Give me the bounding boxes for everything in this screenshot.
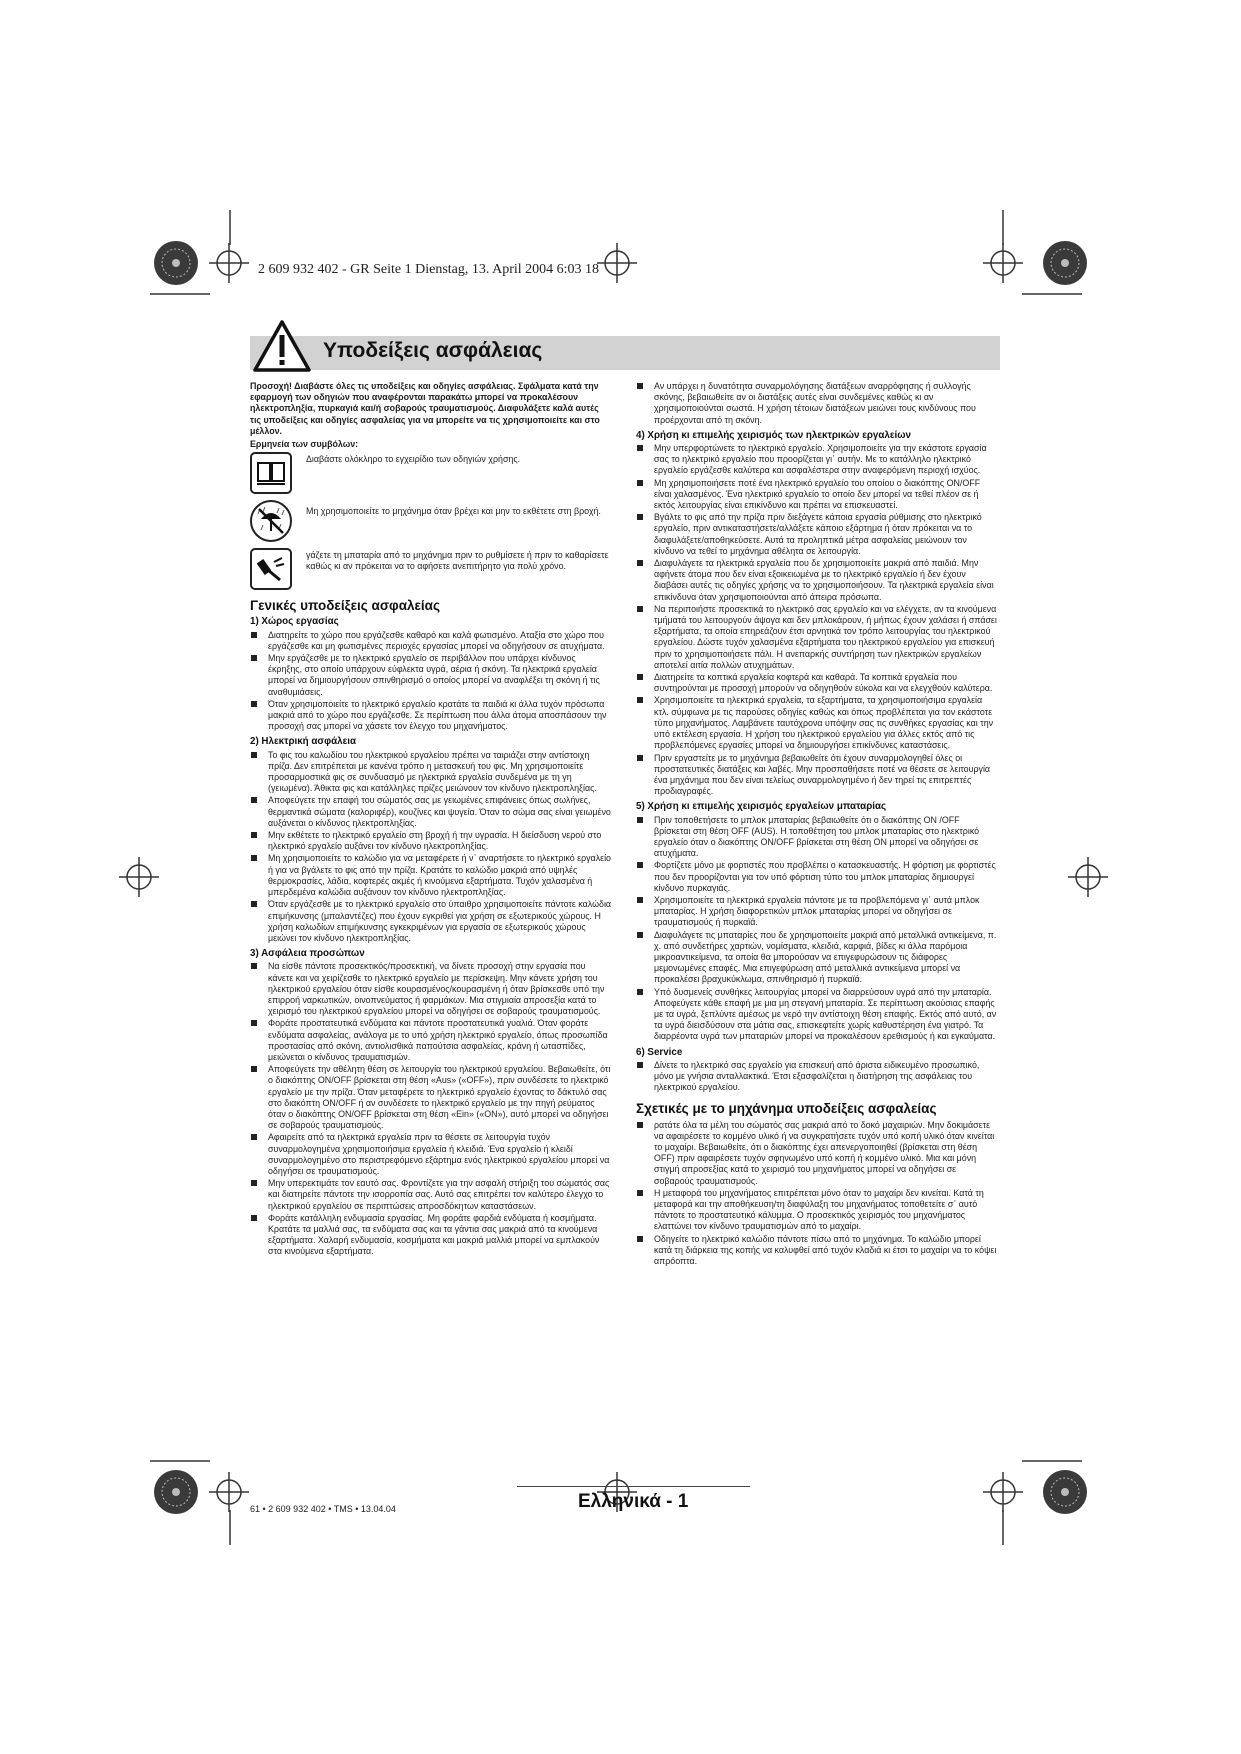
registration-mark-icon xyxy=(597,243,637,283)
electrical-safety-heading: 2) Ηλεκτρική ασφάλεια xyxy=(250,736,356,748)
tool-use-list xyxy=(636,443,998,797)
personal-safety-heading: 3) Ασφάλεια προσώπων xyxy=(250,948,365,960)
general-safety-heading: Γενικές υποδείξεις ασφαλείας xyxy=(250,598,440,614)
list-item: Αν υπάρχει η δυνατότητα συναρμολόγησης διατάξεων αναρρόφησης ή συλλογής σκόνης, βεβαιωθείτε αν οι διατάξεις αυτές είναι συνδεμένες καθώς κι αν χρησιμοποιούνται σωστά. Η χρήση τέτοιων διατάξεων μειώνει τους κινδύνους που προέρχονται από τη σκόνη. xyxy=(636,381,998,426)
list-item: Μη χρησιμοποιήσετε ποτέ ένα ηλεκτρικό εργαλείο του οποίου ο διακόπτης ON/OFF είναι χαλασμένος. Ένα ηλεκτρικό εργαλείο το οποίο δεν μπορεί να τεθεί πλέον σε ή εκτός λειτουργίας είναι επικίνδυνο και πρέπει να επισκευαστεί. xyxy=(636,478,998,512)
list-item: Χρησιμοποιείτε τα ηλεκτρικά εργαλεία, τα εξαρτήματα, τα χρησιμοποιήσιμα εργαλεία κτλ. σύμφωνα με τις παρούσες οδηγίες καθώς και όπως προβλέπεται για τον εκάστοτε τύπο μηχανήματος. Λαμβάνετε ταυτόχρονα υπόψην σας τις συνθήκες εργασίας και την υπό εκτέλεση εργασία. Η χρήση του ηλεκτρικού εργαλείου για άλλες εκτός από τις προβλεπόμενες εργασίες μπορεί να δημιουργήσει επικίνδυνες καταστάσεις. xyxy=(636,695,998,751)
registration-mark-icon xyxy=(209,243,249,283)
tool-use-heading: 4) Χρήση κι επιμελής χειρισμός των ηλεκτρικών εργαλείων xyxy=(636,429,911,441)
registration-mark-icon xyxy=(983,243,1023,283)
machine-safety-list xyxy=(636,1120,998,1268)
work-area-heading: 1) Χώρος εργασίας xyxy=(250,616,339,628)
registration-mark-icon xyxy=(1068,857,1108,897)
intro-warning: Προσοχή! Διαβάστε όλες τις υποδείξεις και οδηγίες ασφάλειας. Σφάλματα κατά την εφαρμογή των οδηγιών που αναφέρονται παρακάτω μπορεί να προκαλέσουν ηλεκτροπληξία, πυρκαγιά και/ή σοβαρούς τραυματισμούς. Διαφυλάξετε καλά αυτές τις υποδείξεις και οδηγίες ασφαλείας για να μπορείτε να τις χρησιμοποιείτε και στο μέλλον. xyxy=(250,381,600,436)
list-item: Μην εκθέτετε το ηλεκτρικό εργαλείο στη βροχή ή την υγρασία. Η διείσδυση νερού στο ηλεκτρικό εργαλείο αυξάνει τον κίνδυνο ηλεκτροπληξίας. xyxy=(250,830,612,852)
machine-safety-heading: Σχετικές με το μηχάνημα υποδείξεις ασφαλείας xyxy=(636,1101,937,1117)
service-heading: 6) Service xyxy=(636,1046,683,1058)
footer-code: 61 • 2 609 932 402 • TMS • 13.04.04 xyxy=(250,1504,396,1514)
symbol-read-manual xyxy=(250,452,612,494)
symbol-remove-battery xyxy=(250,548,612,590)
list-item: Αποφεύγετε την αθέλητη θέση σε λειτουργία του ηλεκτρικού εργαλείου. Βεβαιωθείτε, ότι ο διακόπτης ON/OFF βρίσκεται στη θέση «Aus» («OFF»), πριν συνδέσετε το ηλεκτρικό εργαλείο με την πρίζα. Όταν μεταφέρετε το ηλεκτρικό εργαλείο έχοντας το δάκτυλό σας στο διακόπτη ON/OFF ή αν συνδέσετε το ηλεκτρικό εργαλείο με την πηγή ρεύματος όταν ο διακόπτης ON/OFF βρίσκεται στη θέση «Ein» («ON»), αυτό μπορεί να οδηγήσει σε σοβαρούς τραυματισμούς. xyxy=(250,1064,612,1131)
registration-mark-icon xyxy=(1043,241,1087,285)
left-column xyxy=(250,381,612,1259)
registration-mark-icon xyxy=(983,1472,1023,1512)
remove-battery-icon xyxy=(250,548,292,590)
page-title: Υποδείξεις ασφάλειας xyxy=(323,339,543,362)
personal-safety-list xyxy=(250,961,612,1257)
list-item: Πριν εργαστείτε με το μηχάνημα βεβαιωθείτε ότι έχουν συναρμολογηθεί όλες οι προστατευτικές διατάξεις και λαβές. Μην προσπαθήσετε ποτέ να θέσετε σε λειτουργία ένα μηχάνημα που δεν είναι τελείως συναρμολογημένο ή δεν τηρεί τις επιτρεπτές προδιαγραφές. xyxy=(636,753,998,798)
list-item: Μην υπερφορτώνετε το ηλεκτρικό εργαλείο. Χρησιμοποιείτε για την εκάστοτε εργασία σας το ηλεκτρικό εργαλείο που προορίζεται γι᾽ αυτήν. Με το κατάλληλο ηλεκτρικό εργαλείο εργάζεσθε καλύτερα και ασφαλέστερα στην αναφερόμενη περιοχή ισχύος. xyxy=(636,443,998,477)
registration-mark-icon xyxy=(1043,1470,1087,1514)
list-item: Φορτίζετε μόνο με φορτιστές που προβλέπει ο κατασκευαστής. Η φόρτιση με φορτιστές που δεν προορίζονται για τον υπό φόρτιση τύπο του μπλοκ μπαταρίας δημιουργεί κίνδυνο πυρκαγιάς. xyxy=(636,860,998,894)
list-item: Υπό δυσμενείς συνθήκες λειτουργίας μπορεί να διαρρεύσουν υγρά από την μπαταρία. Αποφεύγετε κάθε επαφή με μια μη στεγανή μπαταρία. Σε περίπτωση ακούσιας επαφής με τα υγρά, ξεπλύντε αμέσως με νερό την αντίστοιχη θέση επαφής. Εκτός από αυτό, αν τα υγρά διεισδύσουν στα μάτια σας, επισκεφτείτε χωρίς καθυστέρηση ένα γιατρό. Τα διαρρέοντα υγρά των μπαταριών μπορεί να προκαλέσουν ερεθισμούς ή και εγκαύματα. xyxy=(636,987,998,1043)
warning-triangle-icon xyxy=(252,318,312,374)
battery-tool-heading: 5) Χρήση κι επιμελής χειρισμός εργαλείων μπαταρίας xyxy=(636,801,887,813)
list-item: Αποφεύγετε την επαφή του σώματός σας με γειωμένες επιφάνειες όπως σωλήνες, θερμαντικά σώματα (καλοριφέρ), κουζίνες και ψυγεία. Όταν το σώμα σας είναι γειωμένο αυξάνεται ο κίνδυνος ηλεκτροπληξίας. xyxy=(250,795,612,829)
list-item: Δίνετε το ηλεκτρικό σας εργαλείο για επισκευή από άριστα ειδικευμένο προσωπικό, μόνο με γνήσια ανταλλακτικά. Έτσι εξασφαλίζεται η διατήρηση της ασφάλειας του ηλεκτρικού εργαλείου. xyxy=(636,1060,998,1094)
read-manual-icon xyxy=(250,452,292,494)
registration-mark-icon xyxy=(154,1470,198,1514)
list-item: Διατηρείτε τα κοπτικά εργαλεία κοφτερά και καθαρά. Τα κοπτικά εργαλεία που συντηρούνται με προσοχή μπορούν να οδηγηθούν εύκολα και να ελεγχθούν καλύτερα. xyxy=(636,672,998,694)
service-list xyxy=(636,1060,998,1094)
list-item: Φοράτε κατάλληλη ενδυμασία εργασίας. Μη φοράτε φαρδιά ενδύματα ή κοσμήματα. Κρατάτε τα μαλλιά σας, τα ενδύματα σας και τα γάντια σας μακριά από τα κινούμενα εξαρτήματα. Χαλαρή ενδυμασία, κοσμήματα και μακριά μαλλιά μπορεί να εμπλακούν στα κινούμενα εξαρτήματα. xyxy=(250,1213,612,1258)
list-item: Αφαιρείτε από τα ηλεκτρικά εργαλεία πριν τα θέσετε σε λειτουργία τυχόν συναρμολογημένα χρησιμοποιήσιμα εργαλεία ή κλειδιά. Ένα εργαλείο ή κλειδί συναρμολογημένο στο περιστρεφόμενο εξάρτημα ενός ηλεκτρικού εργαλείου μπορεί να οδηγήσει σε τραυματισμούς. xyxy=(250,1132,612,1177)
no-rain-icon xyxy=(250,500,292,542)
list-item: Φοράτε προστατευτικά ενδύματα και πάντοτε προστατευτικά γυαλιά. Όταν φοράτε ενδύματα ασφαλείας, ανάλογα με το υπό χρήση ηλεκτρικό εργαλείο, όπως προσωπίδα προστασίας από σκόνη, αντιολισθικά παπούτσια ασφαλείας, κράνη ή ωτασπίδες, μειώνεται ο κίνδυνος τραυματισμών. xyxy=(250,1018,612,1063)
symbol-no-rain xyxy=(250,500,612,542)
list-item: Όταν χρησιμοποιείτε το ηλεκτρικό εργαλείο κρατάτε τα παιδιά κι άλλα τυχόν πρόσωπα μακριά από το χώρο που εργάζεσθε. Σε περίπτωση που άλλα άτομα αποσπάσουν την προσοχή σας μπορεί να χάσετε τον έλεγχο του μηχανήματος. xyxy=(250,699,612,733)
list-item: Διαφυλάγετε τις μπαταρίες που δε χρησιμοποιείτε μακριά από μεταλλικά αντικείμενα, π. χ. από συνδετήρες χαρτιών, νομίσματα, κλειδιά, καρφιά, βίδες κι άλλα παρόμοια μικροαντικείμενα, τα οποία θα μπορούσαν να επιγεφυρώσουν τις διάφορες μεμονωμένες επαφές. Μια επιγεφύρωση από μεταλλικά αντικείμενα μπορεί να προκαλέσει βραχυκύκλωμα, σπινθηρισμό ή πυρκαϊά. xyxy=(636,930,998,986)
symbols-legend-heading: Ερμηνεία των συμβόλων: xyxy=(250,439,359,450)
work-area-list xyxy=(250,630,612,733)
symbol-text: Μη χρησιμοποιείτε το μηχάνημα όταν βρέχει και μην το εκθέτετε στη βροχή. xyxy=(306,506,601,517)
page-number: Ελληνικά - 1 xyxy=(578,1491,689,1512)
list-item: Βγάλτε το φις από την πρίζα πριν διεξάγετε κάποια εργασία ρύθμισης στο ηλεκτρικό εργαλείο, πριν αντικαταστήσετε/αλλάξετε κάποιο εξάρτημα ή όταν πρόκειται να το διαφυλάξετε/αποθηκεύσετε. Αυτά τα προληπτικά μέτρα ασφαλείας μειώνουν τον κίνδυνο να τεθεί το μηχάνημα αθέλητα σε λειτουργία. xyxy=(636,512,998,557)
footer-divider xyxy=(517,1486,750,1487)
list-item: ρατάτε όλα τα μέλη του σώματός σας μακριά από το δοκό μαχαιριών. Μην δοκιμάσετε να αφαιρέσετε το κομμένο υλικό ή να συγκρατήσετε τυχόν υπό κοπή υλικό όταν κινείται το μαχαίρι. Βεβαιωθείτε, ότι ο διακόπτης έχει απενεργοποιηθεί (βρίσκεται στη θέση OFF) πριν αφαιρέσετε τυχόν σφηνωμένο υπό κοπή ή κομμένο υλικό. Μια και μόνη στιγμή απροσεξίας κατά το χειρισμό του μηχανήματος μπορεί να οδηγήσει σε σοβαρούς τραυματισμούς. xyxy=(636,1120,998,1187)
list-item: Μην υπερεκτιμάτε τον εαυτό σας. Φροντίζετε για την ασφαλή στήριξη του σώματός σας και διατηρείτε πάντοτε την ισορροπία σας. Αυτό σας επιτρέπει τον καλύτερο έλεγχο το ηλεκτρικού εργαλείου σε περιπτώσεις απροσδόκητων καταστάσεων. xyxy=(250,1178,612,1212)
registration-mark-icon xyxy=(209,1472,249,1512)
personal-safety-list-continued xyxy=(636,381,998,426)
list-item: Οδηγείτε το ηλεκτρικό καλώδιο πάντοτε πίσω από το μηχάνημα. Το καλώδιο μπορεί κατά τη διάρκεια της κοπής να καλυφθεί από τυχόν κλαδιά κι έτσι το μαχαίρι να το κόψει απρόοπτα. xyxy=(636,1234,998,1268)
list-item: Όταν εργάζεσθε με το ηλεκτρικό εργαλείο στο ύπαιθρο χρησιμοποιείτε πάντοτε καλώδια επιμήκυνσης (μπαλαντέζες) που έχουν εγκριθεί για χρήση σε εξωτερικούς χώρους. Η χρήση καλωδίων επιμήκυνσης εγκεκριμένων για εργασία σε εξωτερικούς χώρους μειώνει τον κίνδυνο ηλεκτροπληξίας. xyxy=(250,899,612,944)
list-item: Διατηρείτε το χώρο που εργάζεσθε καθαρό και καλά φωτισμένο. Αταξία στο χώρο που εργάζεσθε και μη φωτισμένες περιοχές εργασίας μπορεί να οδηγήσουν σε ατυχήματα. xyxy=(250,630,612,652)
right-column xyxy=(636,381,998,1268)
list-item: Το φις του καλωδίου του ηλεκτρικού εργαλείου πρέπει να ταιριάζει στην αντίστοιχη πρίζα. Δεν επιτρέπεται με κανένα τρόπο η μετασκευή του φις. Μη χρησιμοποιείτε προσαρμοστικά φις σε συνδυασμό με ηλεκτρικά εργαλεία συνδεμένα με τη γη (γειωμένα). Άθικτα φις και κατάλληλες πρίζες μειώνουν τον κίνδυνο ηλεκτροπληξίας. xyxy=(250,750,612,795)
list-item: Πριν τοποθετήσετε το μπλοκ μπαταρίας βεβαιωθείτε ότι ο διακόπτης ON /OFF βρίσκεται στη θέση OFF (AUS). Η τοποθέτηση του μπλοκ μπαταρίας στο ηλεκτρικό εργαλείο όταν ο διακόπτης ON/OFF βρίσκεται στη θέση ON μπορεί να οδηγήσει σε ατυχήματα. xyxy=(636,815,998,860)
battery-tool-list xyxy=(636,815,998,1043)
list-item: Η μεταφορά του μηχανήματος επιτρέπεται μόνο όταν το μαχαίρι δεν κινείται. Κατά τη μεταφορά και την αποθήκευση/τη διαφύλαξη του μηχανήματος τοποθετείτε σ᾽ αυτό πάντοτε το προστατευτικό κάλυμμα. Ο προσεκτικός χειρισμός του μηχανήματος ελαττώνει τον κίνδυνο τραυματισμών από το μαχαίρι. xyxy=(636,1188,998,1233)
list-item: Να περιποιήστε προσεκτικά το ηλεκτρικό σας εργαλείο και να ελέγχετε, αν τα κινούμενα τμήματά του λειτουργούν άψογα και δεν μπλοκάρουν, ή μήπως έχουν χαλάσει ή σπάσει εξαρτήματα, τα οποία επηρεάζουν έτσι αρνητικά τον τρόπο λειτουργίας του ηλεκτρικού εργαλείου. Δώστε τυχόν χαλασμένα εξαρτήματα του ηλεκτρικού εργαλείου για επισκευή πριν το χρησιμοποιήσετε πάλι. Η ανεπαρκής συντήρηση των ηλεκτρικών εργαλείων αποτελεί αιτία πολλών ατυχημάτων. xyxy=(636,604,998,671)
electrical-safety-list xyxy=(250,750,612,944)
symbol-text: Διαβάστε ολόκληρο το εγχειρίδιο των οδηγιών χρήσης. xyxy=(306,454,521,465)
list-item: Χρησιμοποιείτε τα ηλεκτρικά εργαλεία πάντοτε με τα προβλεπόμενα γι᾽ αυτά μπλοκ μπαταρίας. Η χρήση διαφορετικών μπλοκ μπαταρίας μπορεί να οδηγήσει σε τραυματισμούς ή πυρκαϊά. xyxy=(636,895,998,929)
registration-mark-icon xyxy=(119,857,159,897)
list-item: Μη χρησιμοποιείτε το καλώδιο για να μεταφέρετε ή ν᾽ αναρτήσετε το ηλεκτρικό εργαλείο ή για να βγάλετε το φις από την πρίζα. Κρατάτε το καλώδιο μακριά από υψηλές θερμοκρασίες, λάδια, κοφτερές ακμές ή κινούμενα εξαρτήματα. Τυχόν χαλασμένα ή μπερδεμένα καλώδια αυξάνουν τον κίνδυνο ηλεκτροπληξίας. xyxy=(250,853,612,898)
list-item: Διαφυλάγετε τα ηλεκτρικά εργαλεία που δε χρησιμοποιείτε μακριά από παιδιά. Μην αφήνετε άτομα που δεν είναι εξοικειωμένα με το ηλεκτρικό εργαλείο ή δεν έχουν διαβάσει αυτές τις οδηγίες χρήσης να το χρησιμοποιήσουν. Τα ηλεκτρικά εργαλεία είναι επικίνδυνα όταν χρησιμοποιούνται από άπειρα πρόσωπα. xyxy=(636,558,998,603)
symbol-text: γάζετε τη μπαταρία από το μηχάνημα πριν το ρυθμίσετε ή πριν το καθαρίσετε καθώς κι αν πρόκειται να το αφήσετε ανεπιτήρητο για πολύ χρόνο. xyxy=(306,550,609,572)
list-item: Να είσθε πάντοτε προσεκτικός/προσεκτική, να δίνετε προσοχή στην εργασία που κάνετε και να χειρίζεσθε το ηλεκτρικό εργαλείο με περίσκεψη. Μην κάνετε χρήση του ηλεκτρικού εργαλείου όταν είσθε κουρασμένος/κουρασμένη ή όταν βρίσκεσθε υπό την επιρροή ναρκωτικών, οινοπνεύματος ή φαρμάκων. Μια στιγμιαία απροσεξία κατά το χειρισμό του ηλεκτρικού εργαλείου μπορεί να οδηγήσει σε σοβαρούς τραυματισμούς. xyxy=(250,961,612,1017)
list-item: Μην εργάζεσθε με το ηλεκτρικό εργαλείο σε περιβάλλον που υπάρχει κίνδυνος έκρηξης, στο οποίο υπάρχουν εύφλεκτα υγρά, αέρια ή σκόνη. Τα ηλεκτρικά εργαλεία μπορεί να δημιουργήσουν σπινθηρισμό ο οποίος μπορεί να αναφλέξει τη σκόνη ή τις αναθυμιάσεις. xyxy=(250,653,612,698)
print-header: 2 609 932 402 - GR Seite 1 Dienstag, 13. April 2004 6:03 18 xyxy=(258,262,600,277)
registration-mark-icon xyxy=(154,241,198,285)
